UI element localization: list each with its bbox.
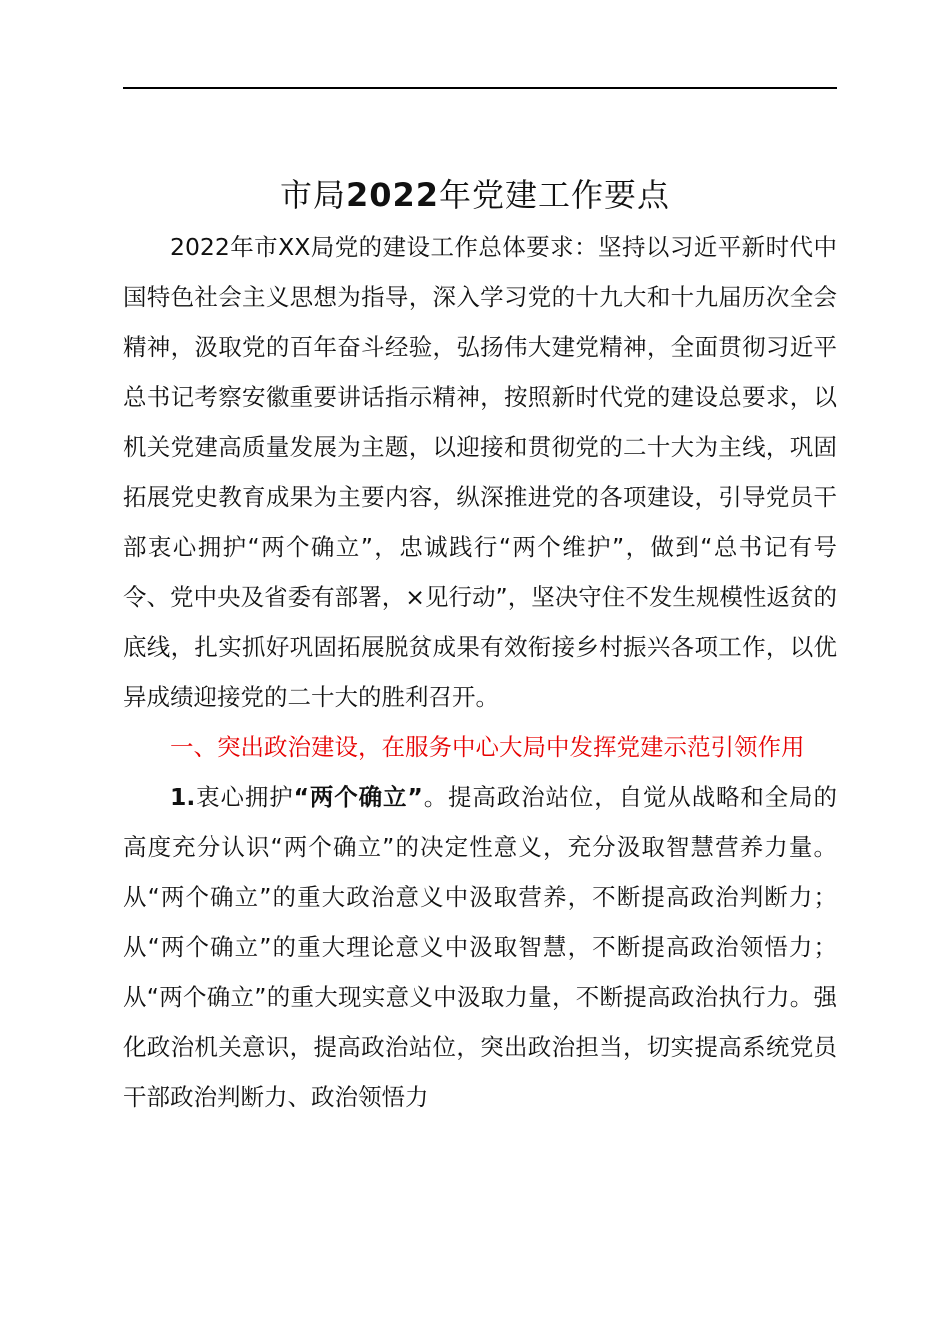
title-year: 2022 [345, 176, 440, 215]
title-prefix: 市局 [279, 176, 346, 215]
header-rule [123, 87, 837, 89]
item-1-title-b: “两个确立” [293, 783, 423, 811]
item-1-number: 1. [170, 783, 196, 811]
item-1-body: 。提高政治站位，自觉从战略和全局的高度充分认识“两个确立”的决定性意义，充分汲取智慧营养力量。从“两个确立”的重大政治意义中汲取营养，不断提高政治判断力；从“两个确立”的重大理论意义中汲取智慧，不断提高政治领悟力；从“两个确立”的重大现实意义中汲取力量，不断提高政治执行力。强化政治机关意识，提高政治站位，突出政治担当，切实提高系统党员干部政治判断力、政治领悟力 [123, 783, 838, 1111]
intro-paragraph: 2022年市XX局党的建设工作总体要求：坚持以习近平新时代中国特色社会主义思想为指导，深入学习党的十九大和十九届历次全会精神，汲取党的百年奋斗经验，弘扬伟大建党精神，全面贯彻习近平总书记考察安徽重要讲话指示精神，按照新时代党的建设总要求，以机关党建高质量发展为主题，以迎接和贯彻党的二十大为主线，巩固拓展党史教育成果为主要内容，纵深推进党的各项建设，引导党员干部衷心拥护“两个确立”，忠诚践行“两个维护”，做到“总书记有号令、党中央及省委有部署，×见行动”，坚决守住不发生规模性返贫的底线，扎实抓好巩固拓展脱贫成果有效衔接乡村振兴各项工作，以优异成绩迎接党的二十大的胜利召开。 [123, 233, 837, 711]
item-1-paragraph [123, 772, 837, 1122]
page-title [0, 169, 950, 221]
document-body [123, 222, 837, 1122]
section-heading-1: 一、突出政治建设，在服务中心大局中发挥党建示范引领作用 [170, 733, 805, 761]
title-suffix: 年党建工作要点 [439, 176, 671, 215]
item-1-title-a: 衷心拥护 [195, 783, 294, 811]
